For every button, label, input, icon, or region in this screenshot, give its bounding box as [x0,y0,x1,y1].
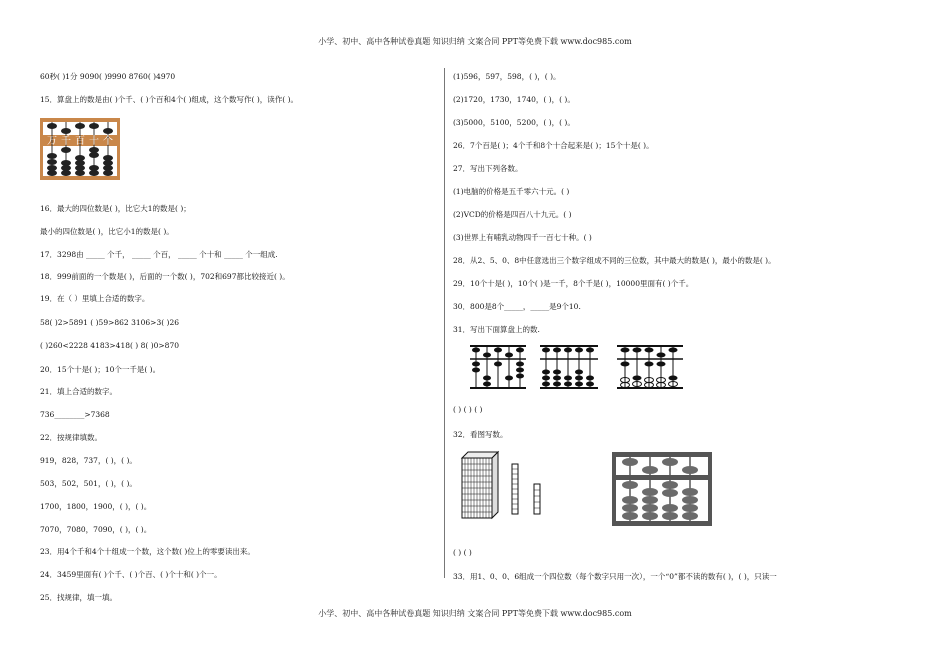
question-23-text: 23．用4个千和4个十组成一个数，这个数( )位上的零要读出来。 [40,547,255,556]
question-21-row: 736________>7368 [40,410,110,419]
question-18-text: 18．999前面的一个数是( )，后面的一个数( )，702和697都比较接近( )。 [40,272,290,281]
question-27-text: 27．写出下列各数。 [453,164,523,173]
base-ten-blocks-figure [458,450,548,522]
abacus-figure-1 [468,342,528,390]
question-31-text: 31．写出下面算盘上的数. [453,325,540,334]
question-25-row-1: (1)596，597，598，( )，( )。 [453,72,561,81]
abacus-label-qian: 千 [61,136,71,147]
column-divider [444,68,445,578]
page-header: 小学、初中、高中各种试卷真题 知识归纳 文案合同 PPT等免费下载 www.doc985.com [318,37,632,46]
abacus-label-ge: 个 [103,136,113,147]
question-27-row-3: (3)世界上有哺乳动物四千一百七十种。( ) [453,233,592,242]
question-19-text: 19．在（ ）里填上合适的数字。 [40,294,150,303]
question-22-text: 22．按规律填数。 [40,433,103,442]
question-19-row-2: ( )260<2228 4183>418( ) 8( )0>870 [40,341,179,350]
question-32-text: 32．看图写数。 [453,430,508,439]
question-22-row-1: 919，828，737，( )，( )。 [40,456,137,465]
question-29-text: 29．10个十是( )，10个( )是一千，8个千是( )，10000里面有( )个千。 [453,279,694,288]
question-31-answers: ( ) ( ) ( ) [453,405,483,414]
labeled-abacus-figure [40,118,120,180]
abacus-label-bai: 百 [75,136,85,147]
large-abacus-figure [612,452,712,526]
question-33-text: 33．用1、0、0、6组成一个四位数（每个数字只用一次），一个“0”都不读的数有( )，( )，只读一 [453,572,777,581]
question-22-row-3: 1700，1800，1900，( )，( )。 [40,502,152,511]
question-32-answers: ( ) ( ) [453,548,472,557]
abacus-figure-2 [538,342,600,390]
question-26-text: 26．7个百是( )；4个千和8个十合起来是( )；15个十是( )。 [453,141,654,150]
question-27-row-1: (1)电脑的价格是五千零六十元。( ) [453,187,570,196]
question-20-text: 20．15个十是( )；10个一千是( )。 [40,365,161,374]
question-22-row-2: 503，502，501，( )，( )。 [40,479,137,488]
question-30-text: 30．800是8个_____，_____是9个10. [453,302,581,311]
question-14-text: 60秒( )1分 9090( )9990 8760( )4970 [40,72,176,81]
question-25-row-2: (2)1720，1730，1740，( )，( )。 [453,95,575,104]
question-25-row-3: (3)5000，5100，5200，( )，( )。 [453,118,575,127]
question-28-text: 28．从2、5、0、8中任意选出三个数字组成不同的三位数，其中最大的数是( )，最小的数是( )。 [453,256,776,265]
question-16-text: 16．最大的四位数是( )，比它大1的数是( )； [40,204,191,213]
question-27-row-2: (2)VCD的价格是四百八十九元。( ) [453,210,572,219]
question-16-text-2: 最小的四位数是( )，比它小1的数是( )。 [40,227,174,236]
question-17-text: 17．3298由 _____ 个千， _____ 个百， _____ 个十和 _____ 个一组成. [40,250,278,259]
question-24-text: 24．3459里面有( )个千、( )个百、( )个十和( )个一。 [40,570,222,579]
page-footer: 小学、初中、高中各种试卷真题 知识归纳 文案合同 PPT等免费下载 www.doc985.com [318,609,632,618]
question-25-text: 25．找规律，填一填。 [40,593,118,602]
abacus-figure-3 [615,342,685,390]
abacus-label-wan: 万 [47,136,57,147]
question-22-row-4: 7070，7080，7090，( )，( )。 [40,525,152,534]
question-15-text: 15．算盘上的数是由( )个千、( )个百和4个( )组成，这个数写作( )，读作( )。 [40,95,298,104]
abacus-label-shi: 十 [89,136,99,147]
question-21-text: 21．填上合适的数字。 [40,387,118,396]
question-19-row-1: 58( )2>5891 ( )59>862 3106>3( )26 [40,318,179,327]
